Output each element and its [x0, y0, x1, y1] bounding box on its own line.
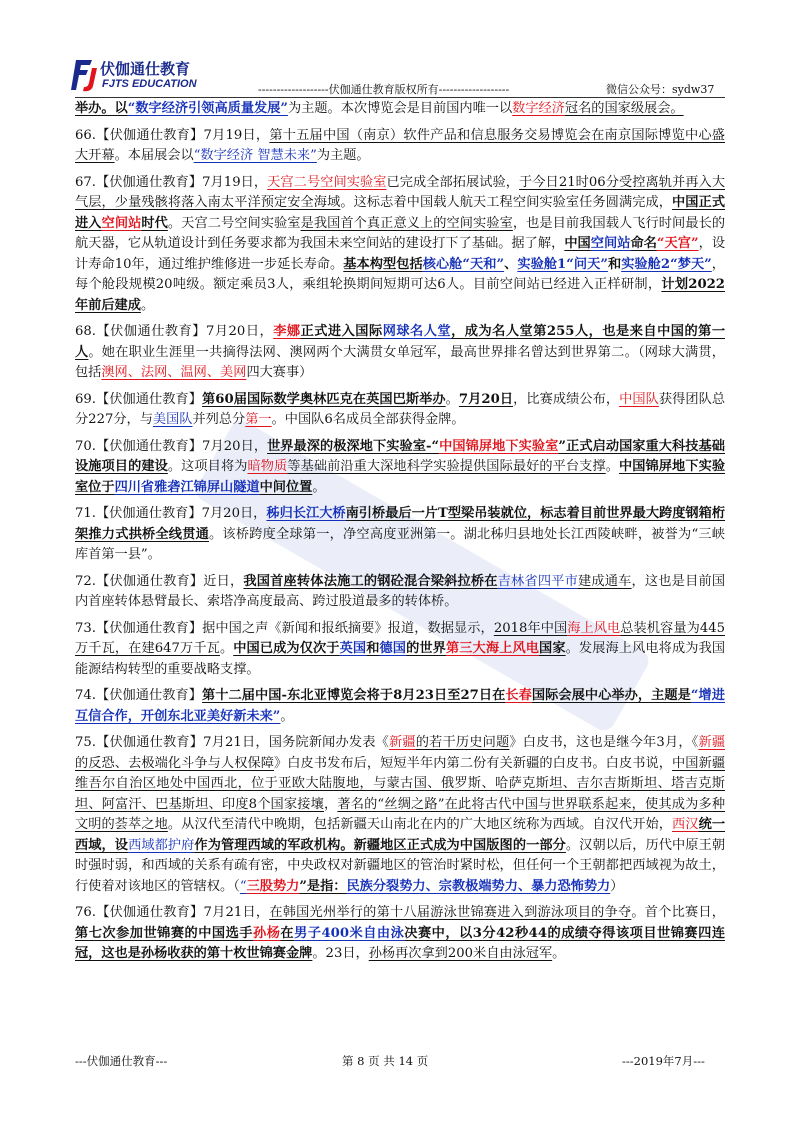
news-item-65-continued: 举办。以“数字经济引领高质量发展”为主题。本次博览会是目前国内唯一以数字经济冠名的国家级展会。 — [75, 101, 684, 116]
news-item-69: 69.【伏伽通仕教育】第60届国际数学奥林匹克在英国巴斯举办。7月20日，比赛成绩公布，中国队获得团队总分227分，与美国队并列总分第一。中国队6名成员全部获得金牌。 — [75, 391, 726, 427]
brand-logo — [70, 56, 210, 96]
footer-date: ---2019年7月--- — [622, 1054, 705, 1068]
header-copyright: -------------------伏伽通仕教育版权所有------------------- — [258, 83, 510, 96]
news-item-75: 75.【伏伽通仕教育】7月21日，国务院新闻办发表《新疆的若干历史问题》白皮书，这也是继今年3月，《新疆的反恐、去极端化斗争与人权保障》白皮书发布后，短短半年内第二份有关新疆的白皮书。白皮书说，中国新疆维吾尔自治区地处中国西北，位于亚欧大陆腹地，与蒙古国、俄罗斯、哈萨克斯坦、吉尔吉斯斯坦、塔吉克斯坦、阿富汗、巴基斯坦、印度8个国家接壤，著名的“丝绸之路”在此将古代中国与世界联系起来，使其成为多种文明的荟萃之地。从汉代至清代中晚期，包括新疆天山南北在内的广大地区统称为西域。自汉代开始，西汉统一西域，设西域都护府作为管理西域的军政机构。新疆地区正式成为中国版图的一部分。汉朝以后，历代中原王朝时强时弱，和西域的关系有疏有密，中央政权对新疆地区的管治时紧时松，但任何一个王朝都把西域视为故土，行使着对该地区的管辖权。（“三股势力”是指：民族分裂势力、宗教极端势力、暴力恐怖势力） — [75, 735, 726, 894]
header-divider — [75, 97, 725, 98]
logo-english-name: FJTS EDUCATION — [102, 78, 197, 90]
news-item-70: 70.【伏伽通仕教育】7月20日，世界最深的极深地下实验室-“中国锦屏地下实验室”正式启动国家重大科技基础设施项目的建设。这项目将为暗物质等基础前沿重大深地科学实验提供国际最好的平台支撑。中国锦屏地下实验室位于四川省雅砻江锦屏山隧道中间位置。 — [75, 438, 726, 495]
news-item-68: 68.【伏伽通仕教育】7月20日，李娜正式进入国际网球名人堂，成为名人堂第255人，也是来自中国的第一人。她在职业生涯里一共摘得法网、澳网两个大满贯女单冠军，最高世界排名曾达到世界第二。（网球大满贯，包括澳网、法网、温网、美网四大赛事） — [75, 324, 726, 380]
news-item-72: 72.【伏伽通仕教育】近日，我国首座转体法施工的钢砼混合梁斜拉桥在吉林省四平市建成通车，这也是目前国内首座转体悬臂最长、索塔净高度最高、跨过股道最多的转体桥。 — [75, 573, 726, 609]
news-list — [75, 99, 725, 971]
news-item-71: 71.【伏伽通仕教育】7月20日，秭归长江大桥南引桥最后一片T型梁吊装就位，标志着目前世界最大跨度钢箱桁架推力式拱桥全线贯通。该桥跨度全球第一，净空高度亚洲第一。湖北秭归县地处长江西陵峡畔，被誉为“三峡库首第一县”。 — [75, 506, 726, 562]
logo-chinese-name: 伏伽通仕教育 — [100, 60, 191, 78]
footer-page-number: 第 8 页 共 14 页 — [342, 1054, 429, 1068]
news-item-76: 76.【伏伽通仕教育】7月21日，在韩国光州举行的第十八届游泳世锦赛进入到游泳项目的争夺。首个比赛日，第七次参加世锦赛的中国选手孙杨在男子400米自由泳决赛中，以3分42秒44的成绩夺得该项目世锦赛四连冠，这也是孙杨收获的第十枚世锦赛金牌。23日，孙杨再次拿到200米自由泳冠军。 — [75, 905, 726, 961]
header-wechat-account: 微信公众号：sydw37 — [606, 83, 715, 96]
news-item-74: 74.【伏伽通仕教育】第十二届中国-东北亚博览会将于8月23日至27日在长春国际会展中心举办，主题是“增进互信合作，开创东北亚美好新未来”。 — [75, 688, 725, 724]
news-item-66: 66.【伏伽通仕教育】7月19日，第十五届中国（南京）软件产品和信息服务交易博览会在南京国际博览中心盛大开幕。本届展会以“数字经济 智慧未来”为主题。 — [75, 127, 725, 163]
news-item-67: 67.【伏伽通仕教育】7月19日，天宫二号空间实验室已完成全部拓展试验，于今日21时06分受控离轨并再入大气层，少量残骸将落入南太平洋预定安全海域。这标志着中国载人航天工程空间实验室任务圆满完成，中国正式进入空间站时代。天宫二号空间实验室是我国首个真正意义上的空间实验室，也是目前我国载人飞行时间最长的航天器，它从轨道设计到任务要求都为我国未来空间站的建设打下了基础。据了解，中国空间站命名“天宫”，设计寿命10年，通过维护维修进一步延长寿命。基本构型包括核心舱“天和”、实验舱1“问天”和实验舱2“梦天”，每个舱段规模20吨级。额定乘员3人，乘组轮换期间短期可达6人。目前空间站已经进入正样研制，计划2022年前后建成。 — [75, 174, 726, 313]
footer-brand: ---伏伽通仕教育--- — [75, 1054, 168, 1068]
logo-mark-icon — [70, 56, 100, 94]
news-item-73: 73.【伏伽通仕教育】据中国之声《新闻和报纸摘要》报道，数据显示，2018年中国海上风电总装机容量为445万千瓦，在建647万千瓦。中国已成为仅次于英国和德国的世界第三大海上风电国家。发展海上风电将成为我国能源结构转型的重要战略支撑。 — [75, 620, 726, 677]
